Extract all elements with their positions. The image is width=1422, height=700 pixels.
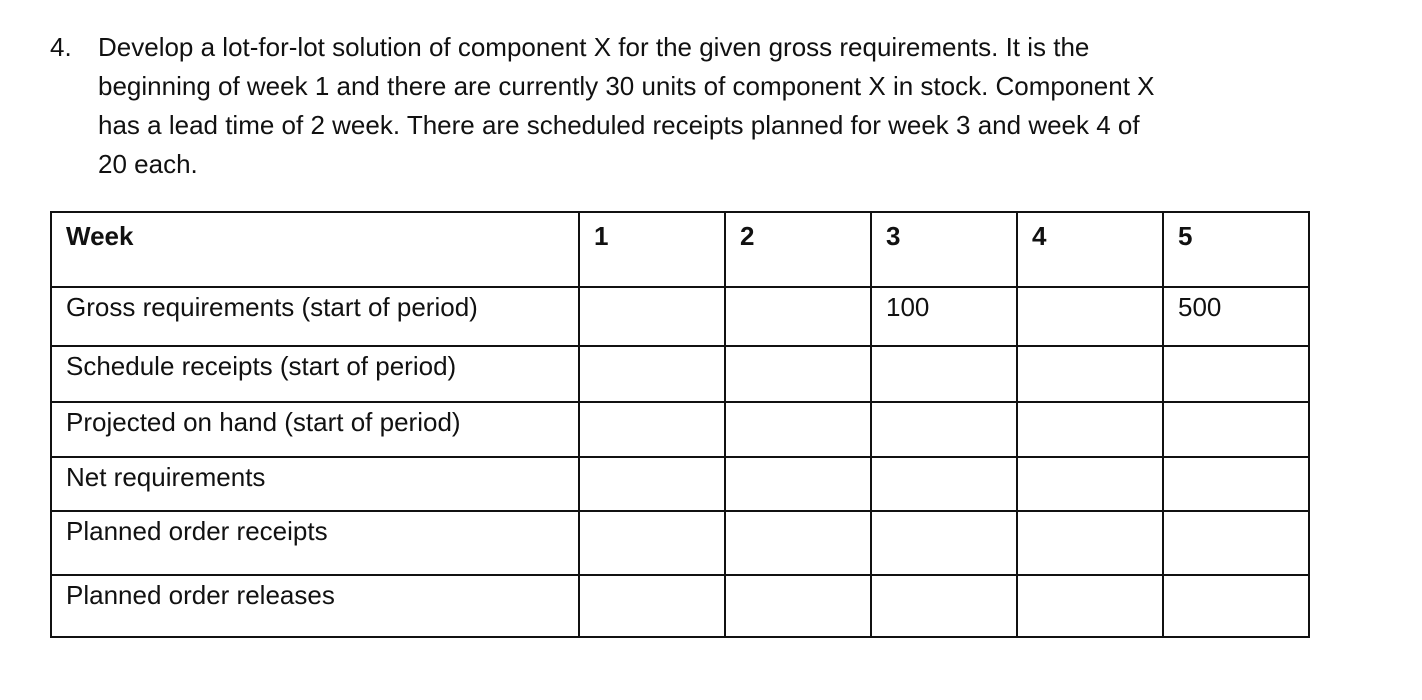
table-cell [579,575,725,637]
header-week-2: 2 [725,212,871,287]
question-line: beginning of week 1 and there are currently 30 units of component X in stock. Component X [98,71,1155,101]
question-block [50,28,1330,184]
table-row-net-requirements [51,457,1309,511]
table-row-planned-order-releases [51,575,1309,637]
table-cell: 100 [871,287,1017,346]
table-cell [579,346,725,402]
header-week-5: 5 [1163,212,1309,287]
table-row-gross-requirements [51,287,1309,346]
row-label: Planned order releases [51,575,579,637]
question-line: has a lead time of 2 week. There are scheduled receipts planned for week 3 and week 4 of [98,110,1140,140]
table-cell [579,287,725,346]
table-cell [1163,575,1309,637]
table-cell: 500 [1163,287,1309,346]
table-cell [1163,457,1309,511]
table-cell [1017,457,1163,511]
header-week-label: Week [51,212,579,287]
table-cell [1163,402,1309,457]
table-cell [1163,511,1309,575]
table-row-planned-order-receipts [51,511,1309,575]
row-label: Planned order receipts [51,511,579,575]
row-label: Projected on hand (start of period) [51,402,579,457]
table-cell [871,457,1017,511]
table-cell [1017,287,1163,346]
table-cell [725,457,871,511]
table-cell [1017,575,1163,637]
question-text [98,28,1330,184]
table-row-projected-on-hand [51,402,1309,457]
table-cell [871,346,1017,402]
table-cell [725,402,871,457]
table-cell [1017,511,1163,575]
table-cell [725,575,871,637]
table-cell [725,346,871,402]
header-week-4: 4 [1017,212,1163,287]
table-cell [725,511,871,575]
table-cell [725,287,871,346]
table-header-row [51,212,1309,287]
table-cell [579,511,725,575]
header-week-1: 1 [579,212,725,287]
row-label: Net requirements [51,457,579,511]
header-week-3: 3 [871,212,1017,287]
table-row-schedule-receipts [51,346,1309,402]
question-line: Develop a lot-for-lot solution of component X for the given gross requirements. It is the [98,32,1090,62]
question-line: 20 each. [98,149,198,179]
row-label: Gross requirements (start of period) [51,287,579,346]
question-number: 4. [50,32,72,62]
table-cell [579,457,725,511]
table-cell [871,402,1017,457]
table-cell [1017,346,1163,402]
mrp-table [50,211,1310,638]
table-cell [871,575,1017,637]
table-cell [1163,346,1309,402]
row-label: Schedule receipts (start of period) [51,346,579,402]
table-cell [579,402,725,457]
table-cell [1017,402,1163,457]
table-cell [871,511,1017,575]
